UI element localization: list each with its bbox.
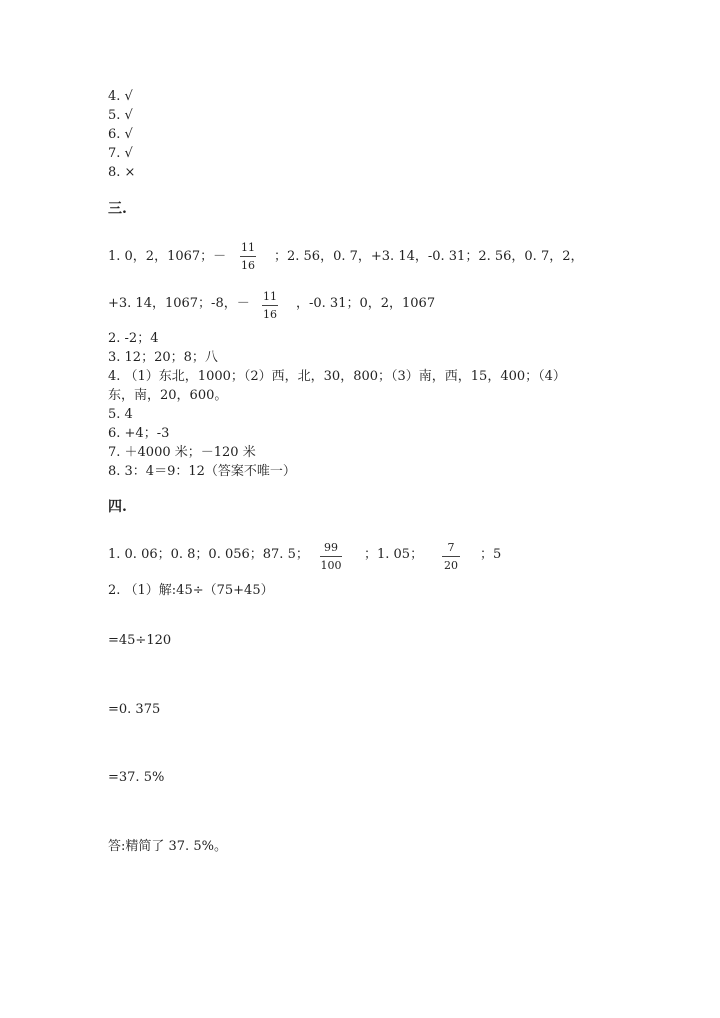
answer-text: ，-0. 31；0，2，1067 [296,296,436,311]
answer-line: 4. （1）东北，1000；（2）西，北，30，800；（3）南，西，15，400；（4） [108,369,566,384]
fraction [262,290,278,321]
answer-text: +3. 14，1067；-8，－ [108,296,250,311]
answer-line: 2. -2；4 [108,331,159,346]
fraction-denominator: 16 [241,259,255,272]
answer-line: 6. +4；-3 [108,426,170,441]
answer-text: 1. 0，2，1067；－ [108,249,227,264]
answer-line: 7. ＋4000 米；－120 米 [108,445,256,460]
fraction-denominator: 20 [444,559,458,572]
fraction-numerator: 99 [324,541,338,554]
calc-step: =45÷120 [108,633,172,648]
fraction-denominator: 16 [263,308,277,321]
fraction [320,541,342,572]
answer-text: ；5 [480,547,502,562]
answer-line: 5. √ [108,108,133,123]
answer-line: 5. 4 [108,407,133,422]
fraction-bar [442,556,460,557]
fraction-numerator: 7 [447,541,455,554]
answer-text: 1. 0. 06；0. 8；0. 056；87. 5； [108,547,309,562]
fraction-bar [262,305,278,306]
answer-line: 4. √ [108,89,133,104]
answer-text: ；2. 56，0. 7，+3. 14，-0. 31；2. 56，0. 7，2， [274,249,584,264]
answer-line: 8. × [108,165,136,180]
calc-step: =0. 375 [108,702,161,717]
answer-line: 东，南，20，600。 [108,388,228,403]
section-heading: 三. [108,201,127,217]
answer-line: 6. √ [108,127,133,142]
calc-step: =37. 5% [108,770,165,785]
section-heading: 四. [108,499,127,515]
answer-text: ；1. 05； [364,547,424,562]
fraction-numerator: 11 [263,290,277,303]
fraction-denominator: 100 [320,559,342,572]
answer-line: 7. √ [108,146,133,161]
fraction-bar [240,256,256,257]
fraction-numerator: 11 [241,241,255,254]
answer-line: 3. 12；20；8；八 [108,350,218,365]
fraction [442,541,460,572]
fraction-bar [320,556,342,557]
answer-line: 8. 3：4＝9：12（答案不唯一） [108,464,296,479]
fraction [240,241,256,272]
answer-line: 2. （1）解:45÷（75+45） [108,583,274,598]
final-answer: 答:精简了 37. 5%。 [108,839,227,854]
